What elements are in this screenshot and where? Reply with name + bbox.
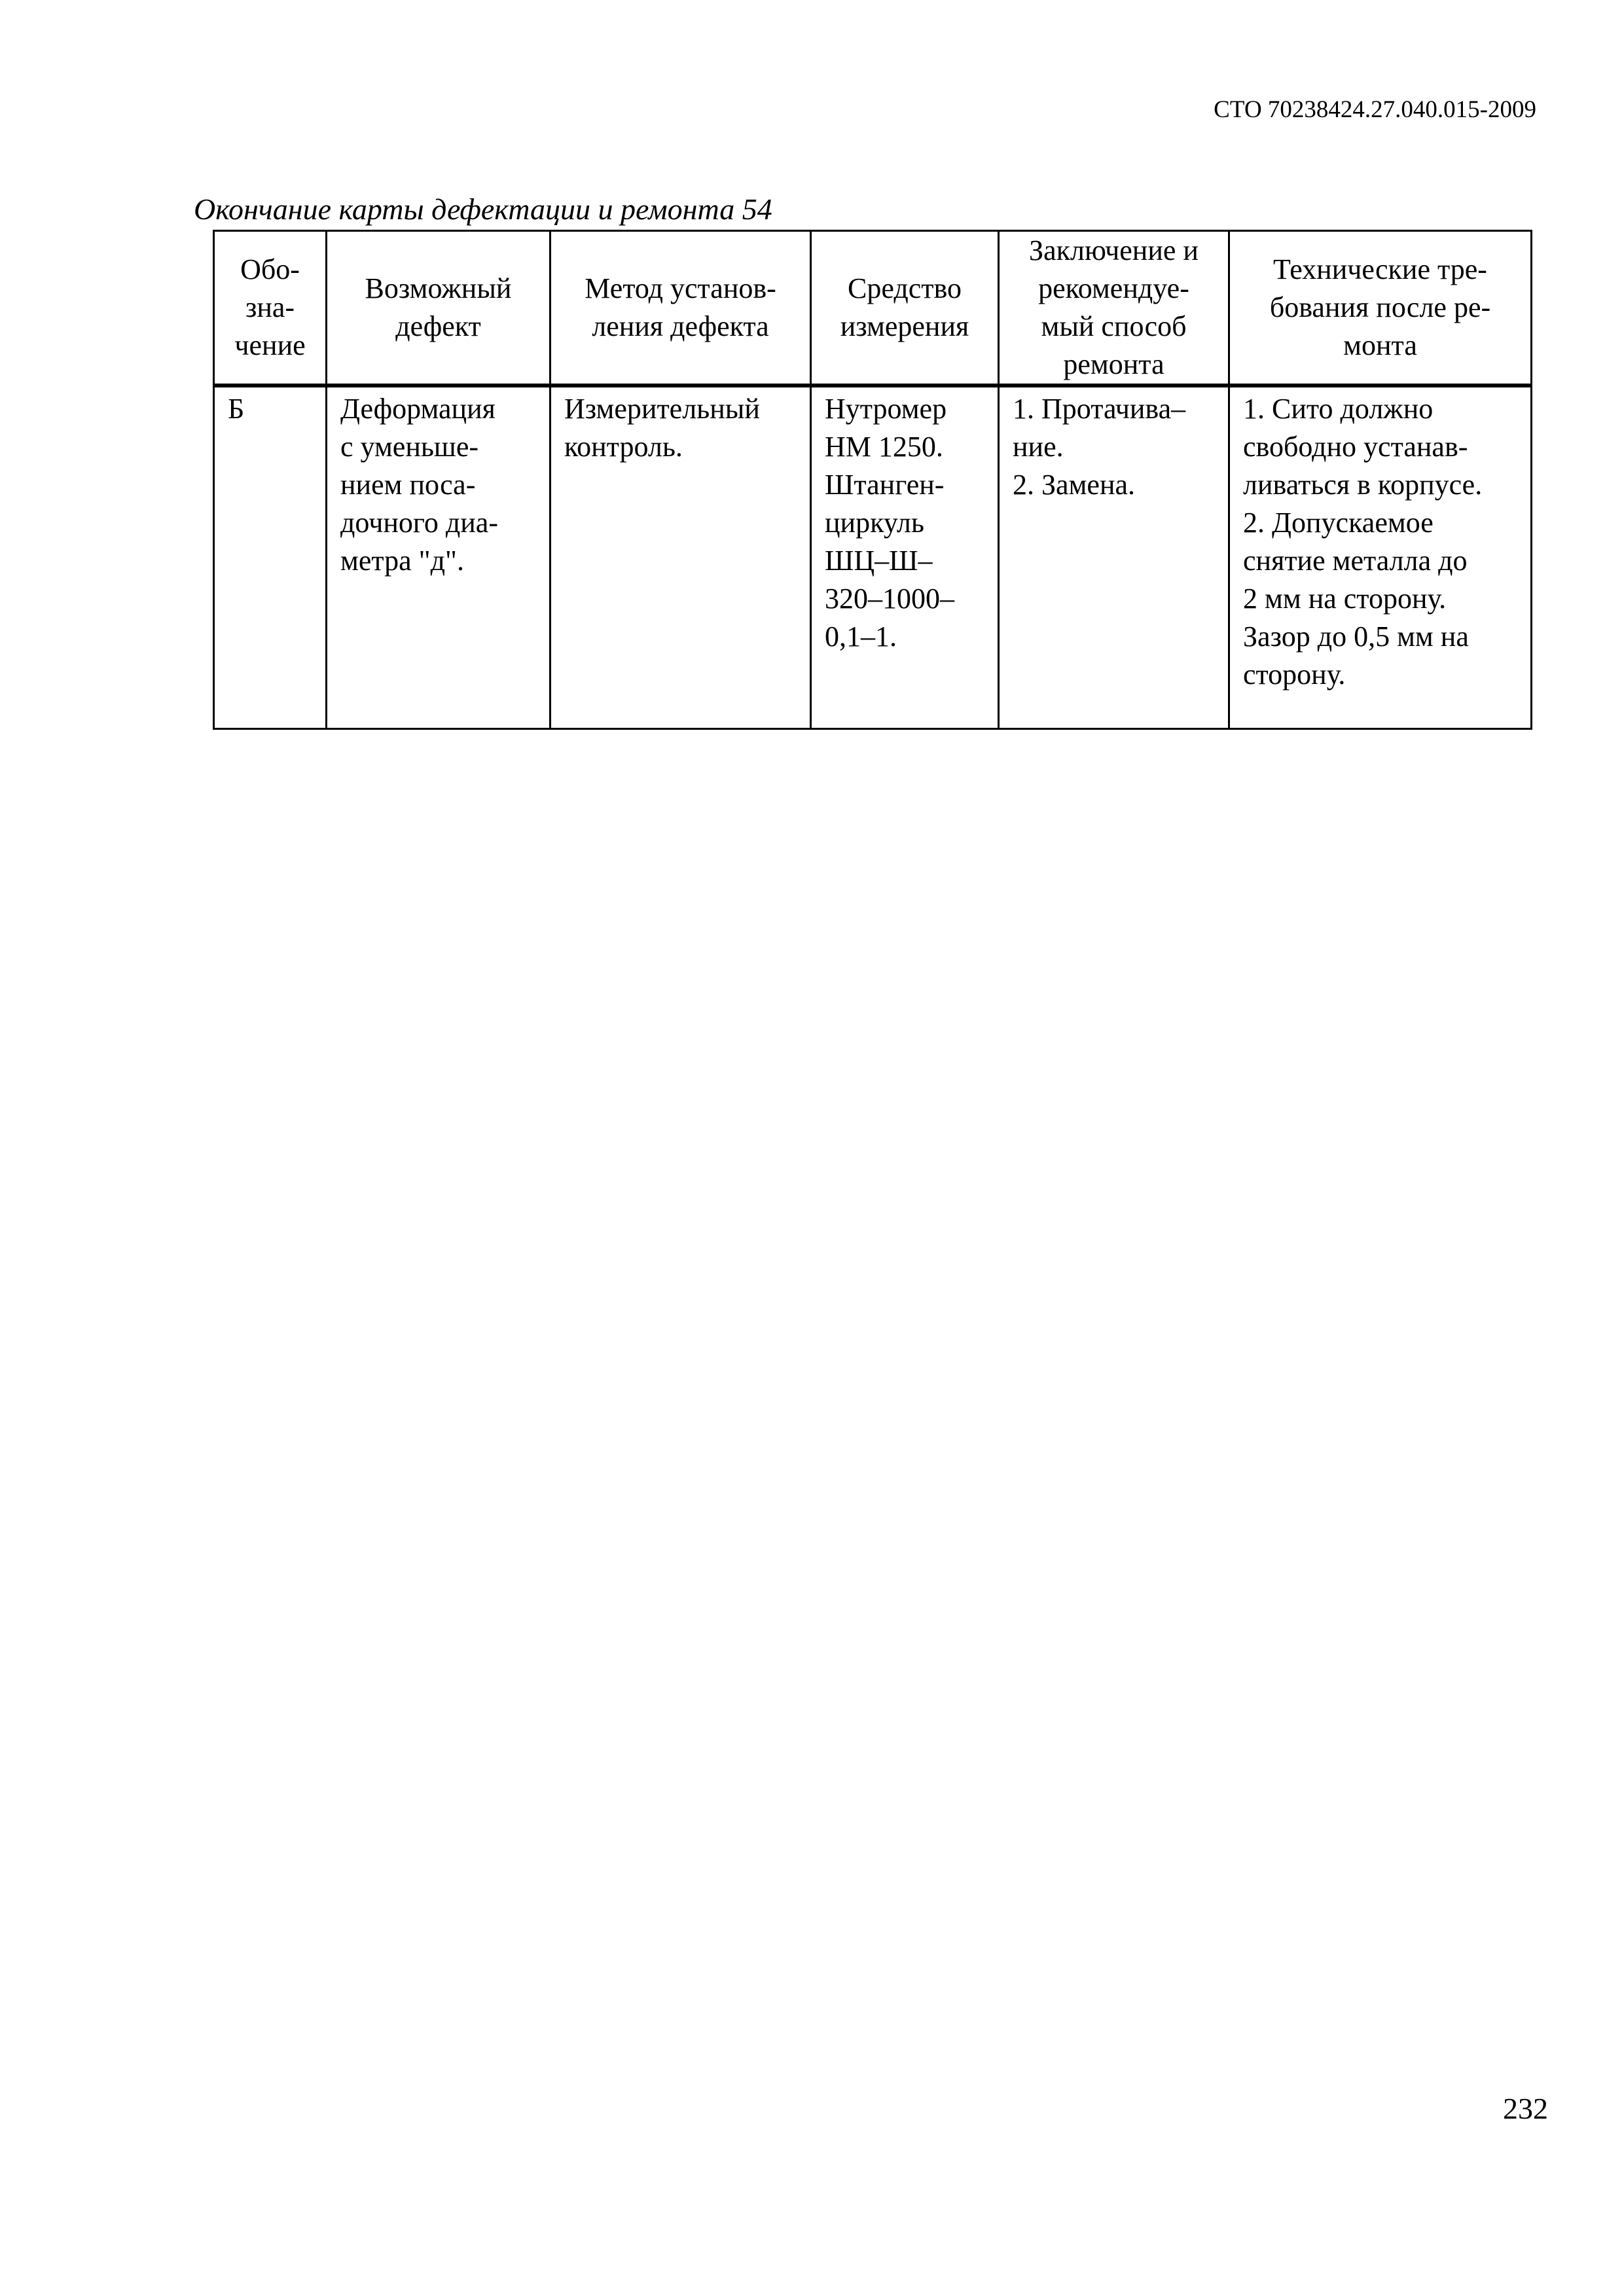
column-header-requirements: Технические тре- бования после ре- монта xyxy=(1229,231,1532,386)
page-number: 232 xyxy=(1503,2092,1548,2125)
cell-conclusion: 1. Протачива– ние. 2. Замена. xyxy=(999,386,1229,729)
defect-repair-table xyxy=(213,230,1532,730)
document-code: СТО 70238424.27.040.015-2009 xyxy=(1214,96,1536,123)
table-row xyxy=(214,386,1532,729)
table-header-row xyxy=(214,231,1532,386)
cell-defect: Деформация с уменьше- нием поса- дочного диа- метра "д". xyxy=(327,386,550,729)
cell-detection-method: Измерительный контроль. xyxy=(550,386,811,729)
column-header-conclusion: Заключение и рекомендуе- мый способ ремонта xyxy=(999,231,1229,386)
column-header-measuring-tool: Средство измерения xyxy=(811,231,999,386)
column-header-designation: Обо- зна- чение xyxy=(214,231,327,386)
cell-measuring-tool: Нутромер НМ 1250. Штанген- циркуль ШЦ–Ш– 320–1000– 0,1–1. xyxy=(811,386,999,729)
cell-designation: Б xyxy=(214,386,327,729)
table-caption: Окончание карты дефектации и ремонта 54 xyxy=(194,192,772,226)
column-header-detection-method: Метод установ- ления дефекта xyxy=(550,231,811,386)
cell-requirements: 1. Сито должно свободно устанав- ливаться в корпусе. 2. Допускаемое снятие металла до 2 мм на сторону. Зазор до 0,5 мм на сторону. xyxy=(1229,386,1532,729)
column-header-possible-defect: Возможный дефект xyxy=(327,231,550,386)
